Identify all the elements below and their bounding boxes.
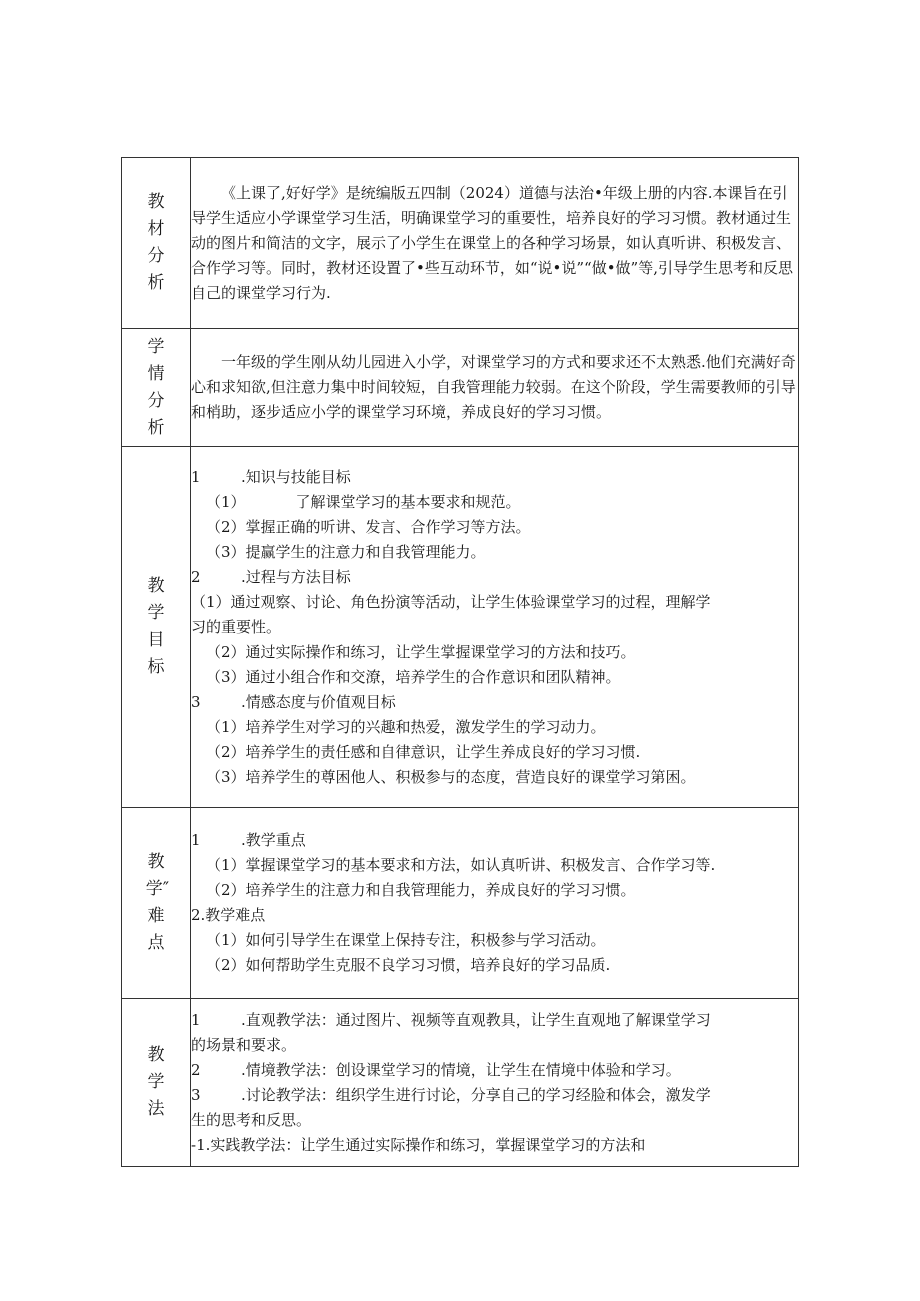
goal-item: （1）通过观察、讨论、角色扮演等活动，让学生体验课堂学习的过程，理解学 <box>191 592 711 611</box>
goal-item-continued: 习的重要性。 <box>191 617 282 636</box>
row-label-cell <box>122 447 191 808</box>
row-content-cell <box>191 808 799 999</box>
keypoint-heading: 2.教学难点 <box>191 906 266 924</box>
row-label-cell <box>122 329 191 447</box>
method-item: -1.实践教学法：让学生通过实际操作和练习，掌握课堂学习的方法和 <box>191 1135 646 1154</box>
method-item-continued: 生的思考和反思。 <box>191 1110 312 1129</box>
row-key-difficult-points <box>122 808 799 999</box>
row-teaching-methods <box>122 999 799 1167</box>
goal-item: （3）通过小组合作和交潦，培养学生的合作意识和团队精神。 <box>206 667 621 686</box>
student-analysis-text: 一年级的学生刚从幼儿园进入小学，对课堂学习的方式和要求还不太熟悉.他们充满好奇心和求知欲,但注意力集中时间较短，自我管理能力较弱。在这个阶段，学生需要教师的引导和梢助，逐步适应小学的课堂学习环境，养成良好的学习习惯。 <box>191 353 796 421</box>
row-label: 学情分析 <box>147 336 165 438</box>
keypoint-item: （2）培养学生的注意力和自我管理能力，养成良好的学习习惯。 <box>206 881 636 899</box>
method-item: 3 .讨论教学法：组织学生进行讨论，分享自己的学习经脸和体会，激发学 <box>191 1085 711 1104</box>
keypoint-item: （1）如何引导学生在课堂上保持专注，积极参与学习活动。 <box>206 931 606 949</box>
method-item: 1 .直观教学法：通过图片、视频等直观教具，让学生直观地了解课堂学习 <box>191 1010 711 1029</box>
row-label-cell <box>122 999 191 1167</box>
row-label: 教材分析 <box>147 192 165 293</box>
keypoint-item: （1）掌握课堂学习的基本要求和方法，如认真听讲、积极发言、合作学习等. <box>206 856 716 874</box>
row-label: 教学目标 <box>147 576 165 677</box>
method-item: 2 .情境教学法：创设课堂学习的情境，让学生在情境中体验和学习。 <box>191 1060 681 1079</box>
keypoint-item: （2）如何帮助学生克服不良学习习惯，培养良好的学习品质. <box>206 956 611 974</box>
method-item-continued: 的场景和要求。 <box>191 1035 297 1054</box>
goal-item: （3）提赢学生的注意力和自我管理能力。 <box>206 542 486 561</box>
goal-item: （2）通过实际操作和练习，让学生掌握课堂学习的方法和技巧。 <box>206 642 636 661</box>
goal-item: （2）掌握正确的听讲、发言、合作学习等方法。 <box>206 517 531 536</box>
goal-heading: 3 .情感态度与价值观目标 <box>191 692 396 711</box>
row-student-analysis <box>122 329 799 447</box>
row-label-cell <box>122 158 191 329</box>
row-teaching-goals <box>122 447 799 808</box>
row-label: 教学″难点 <box>145 852 170 953</box>
row-content-cell <box>191 329 799 447</box>
row-label: 教学法 <box>147 1045 165 1119</box>
material-analysis-text: 《上课了,好好学》是统编版五四制（2024）道德与法治•年级上册的内容.本课旨在引导学生适应小学课堂学习生活，明确课堂学习的重要性，培养良好的学习习惯。教材通过生动的图片和简洁的文字，展示了小学生在课堂上的各种学习场景，如认真听讲、积极发言、合作学习等。同时，教材还设置了•些互动环节，如“说•说”“做•做”等,引导学生思考和反思自己的课堂学习行为. <box>191 183 793 302</box>
goal-heading: 1 .知识与技能目标 <box>191 467 351 486</box>
goal-item: （1） 了解课堂学习的基本要求和规范。 <box>206 492 521 511</box>
goal-item: （3）培养学生的尊困他人、积极参与的态度，营造良好的课堂学习第困。 <box>206 767 696 786</box>
goal-item: （1）培养学生对学习的兴趣和热爱，激发学生的学习动力。 <box>206 717 606 736</box>
goal-item: （2）培养学生的责任感和自律意识，让学生养成良好的学习习惯. <box>206 742 641 761</box>
lesson-plan-table <box>121 157 799 1167</box>
row-content-cell <box>191 158 799 329</box>
row-content-cell <box>191 999 799 1167</box>
row-label-cell <box>122 808 191 999</box>
goal-heading: 2 .过程与方法目标 <box>191 567 351 586</box>
row-content-cell <box>191 447 799 808</box>
keypoint-heading: 1 .教学重点 <box>191 831 306 849</box>
row-material-analysis <box>122 158 799 329</box>
